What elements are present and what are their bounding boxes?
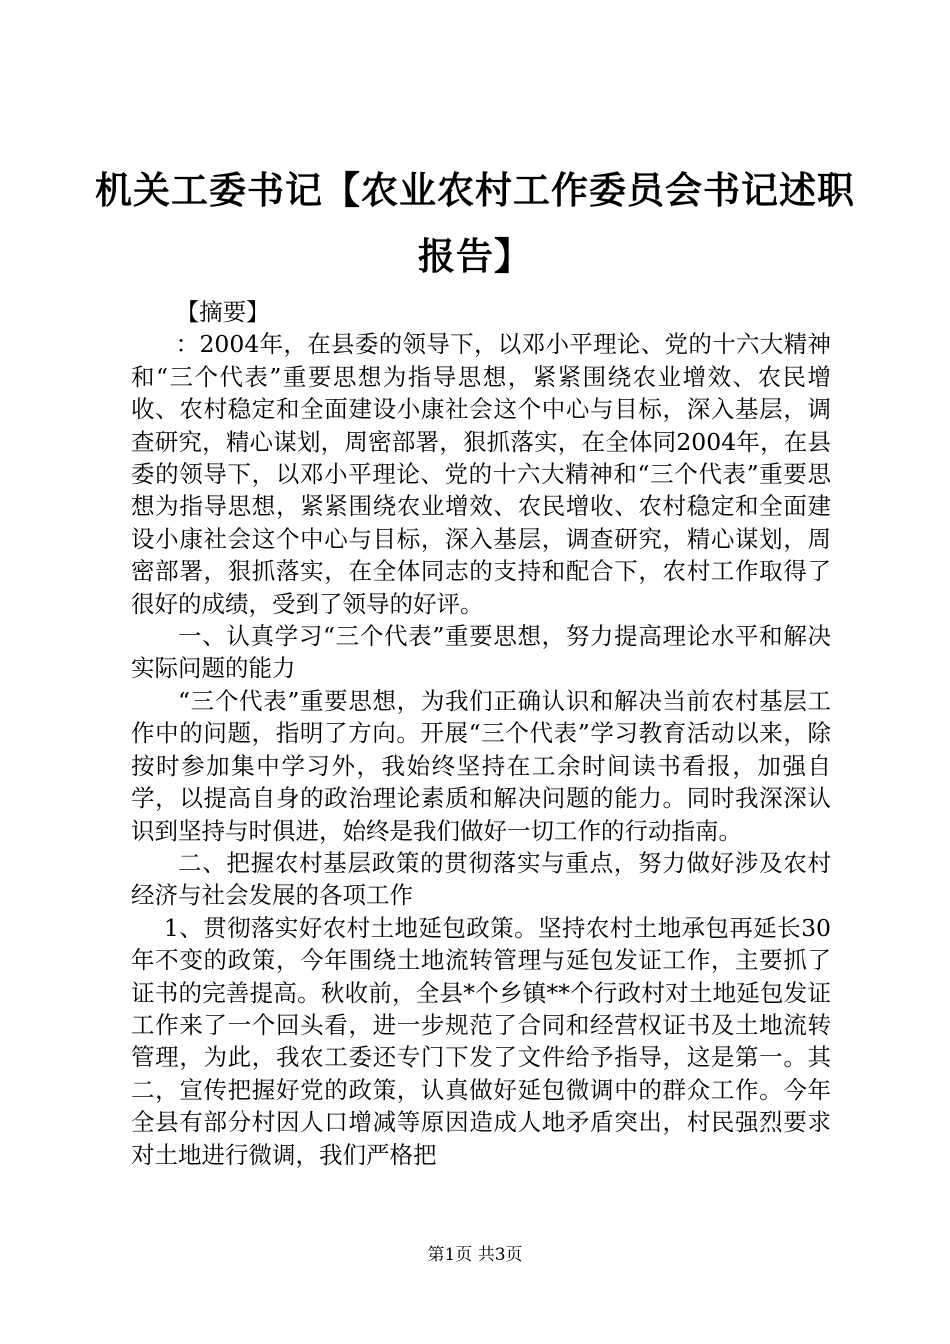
section-heading-1: 一、认真学习“三个代表”重要思想，努力提高理论水平和解决实际问题的能力	[131, 622, 831, 683]
paragraph-section-1: “三个代表”重要思想，为我们正确认识和解决当前农村基层工作中的问题，指明了方向。开展“三个代表”学习教育活动以来，除按时参加集中学习外，我始终坚持在工余时间读书看报，加强自学，以提高自身的政治理论素质和解决问题的能力。同时我深深认识到坚持与时俱进，始终是我们做好一切工作的行动指南。	[131, 686, 831, 845]
document-title: 机关工委书记【农业农村工作委员会书记述职报告】	[95, 169, 855, 278]
abstract-heading: 【摘要】	[175, 298, 270, 326]
paragraph-abstract: ：2004年，在县委的领导下，以邓小平理论、党的十六大精神和“三个代表”重要思想为指导思想，紧紧围绕农业增效、农民增收、农村稳定和全面建设小康社会这个中心与目标，深入基层，调查研究，精心谋划，周密部署，狠抓落实，在全体同2004年，在县委的领导下，以邓小平理论、党的十六大精神和“三个代表”重要思想为指导思想，紧紧围绕农业增效、农民增收、农村稳定和全面建设小康社会这个中心与目标，深入基层，调查研究，精心谋划，周密部署，狠抓落实，在全体同志的支持和配合下，农村工作取得了很好的成绩，受到了领导的好评。	[131, 330, 831, 618]
page-footer: 第1页 共3页	[427, 1245, 523, 1265]
section-heading-2: 二、把握农村基层政策的贯彻落实与重点，努力做好涉及农村经济与社会发展的各项工作	[131, 848, 831, 910]
paragraph-land-policy: 1、贯彻落实好农村土地延包政策。坚持农村土地承包再延长30年不变的政策，今年围绕土地流转管理与延包发证工作，主要抓了证书的完善提高。秋收前，全县*个乡镇**个行政村对土地延包发证工作来了一个回头看，进一步规范了合同和经营权证书及土地流转管理，为此，我农工委还专门下发了文件给予指导，这是第一。其二，宣传把握好党的政策，认真做好延包微调中的群众工作。今年全县有部分村因人口增减等原因造成人地矛盾突出，村民强烈要求对土地进行微调，我们严格把	[131, 913, 831, 1169]
document-body	[131, 296, 831, 1171]
